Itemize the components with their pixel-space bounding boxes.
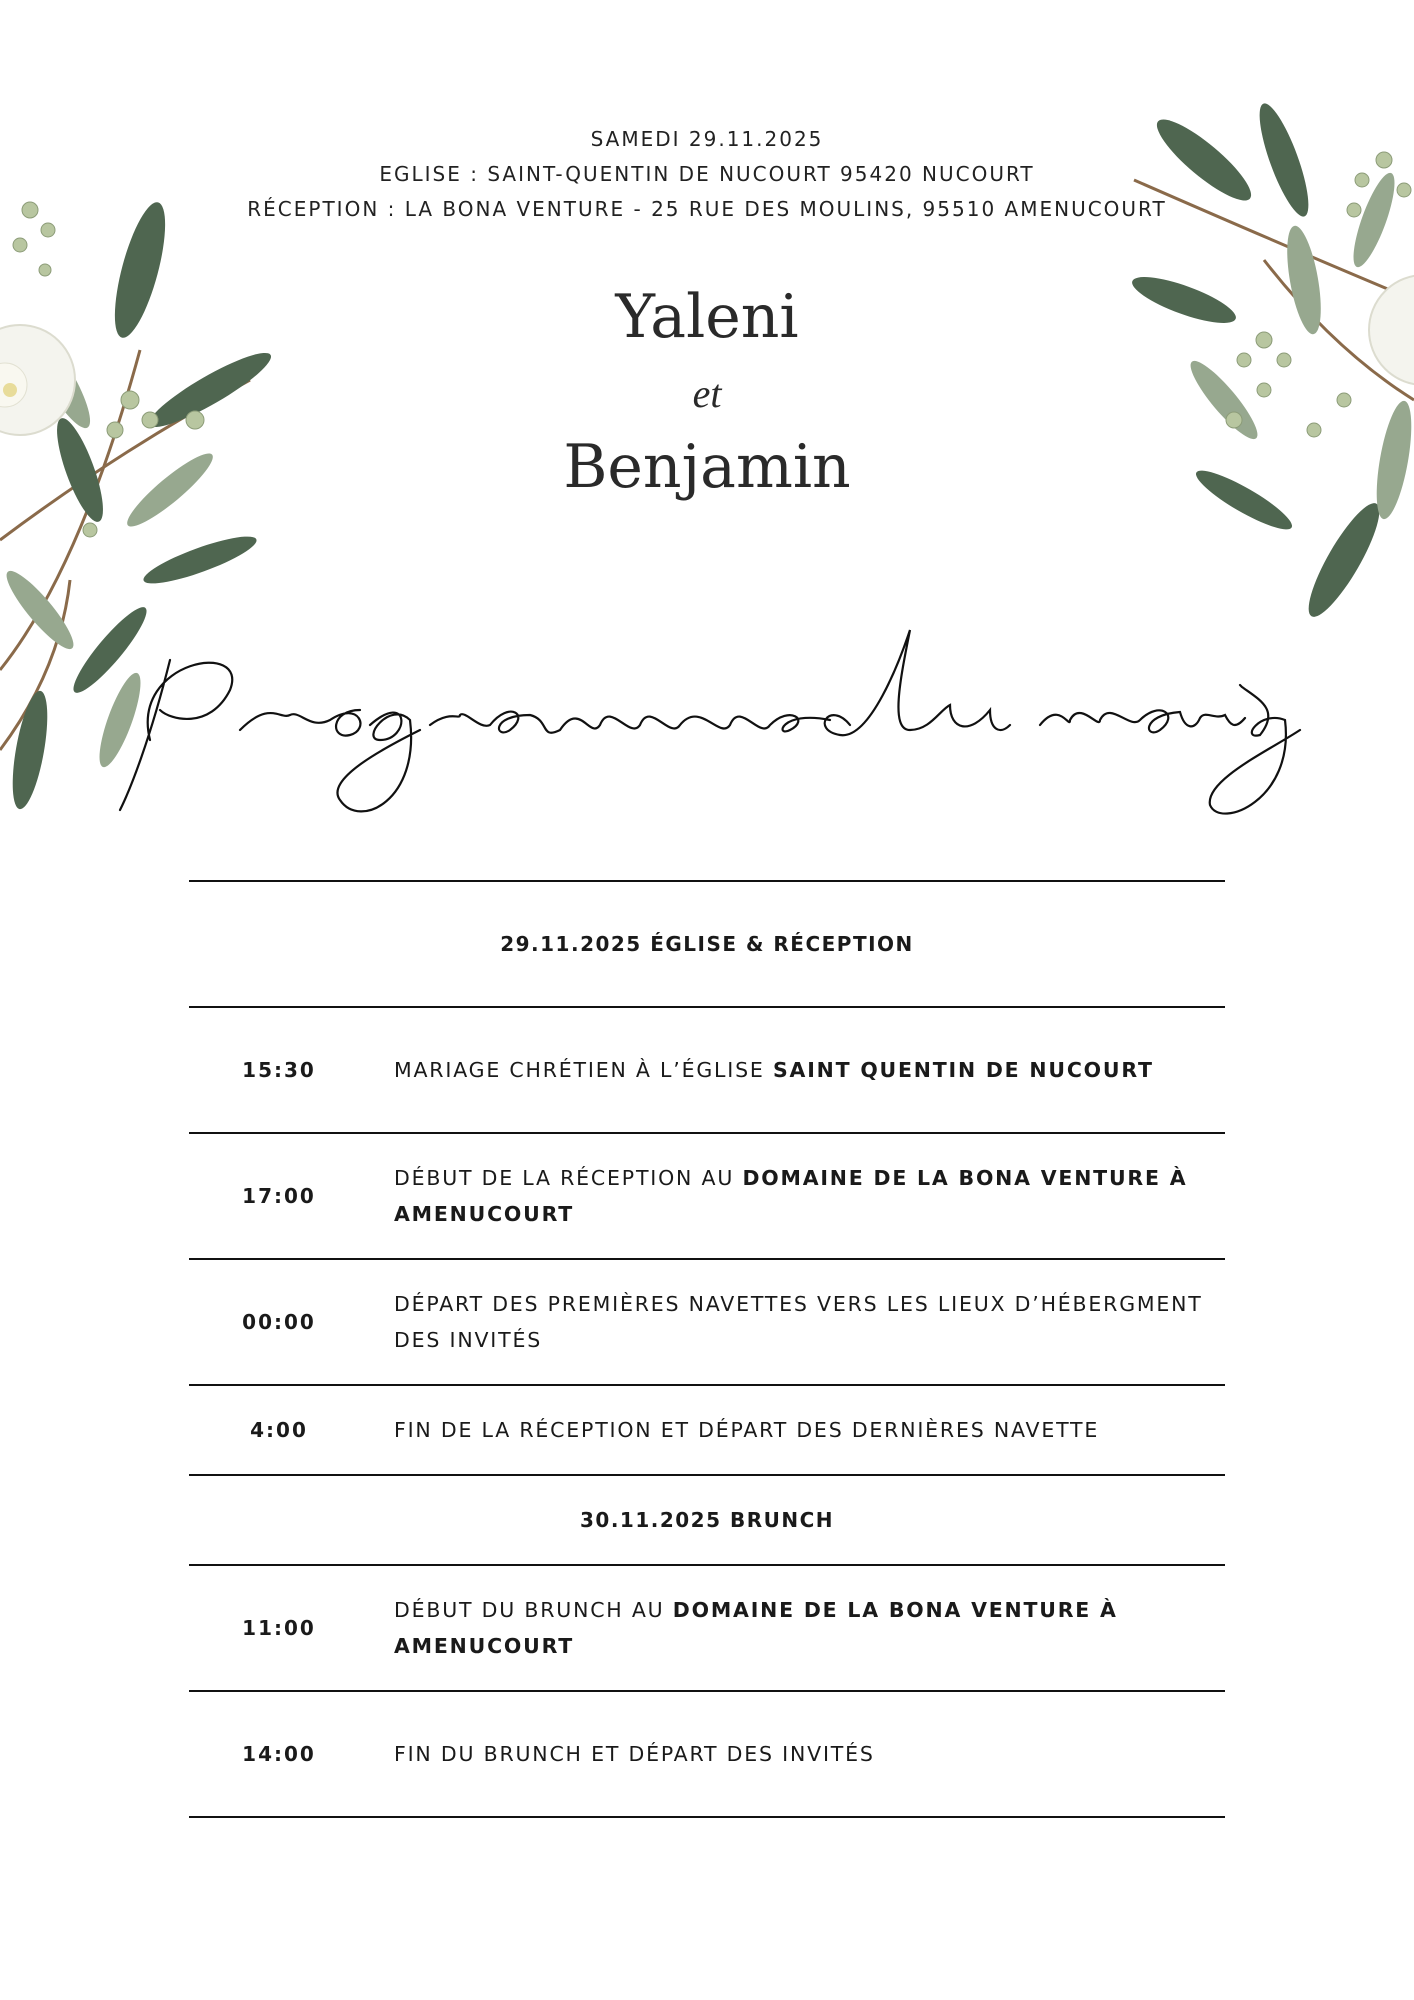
reception-line: RÉCEPTION : LA BONA VENTURE - 25 RUE DES MOULINS, 95510 AMENUCOURT [247,197,1167,221]
day2-header: 30.11.2025 BRUNCH [579,1508,835,1532]
row-time: 4:00 [250,1418,308,1442]
church-line: EGLISE : SAINT-QUENTIN DE NUCOURT 95420 NUCOURT [379,162,1035,186]
date-line: SAMEDI 29.11.2025 [590,127,824,151]
row-time: 00:00 [242,1310,316,1334]
row-time: 11:00 [242,1616,316,1640]
schedule-row [189,1008,1225,1132]
row-description: FIN DU BRUNCH ET DÉPART DES INVITÉS [394,1742,875,1766]
row-description: DÉBUT DE LA RÉCEPTION AU DOMAINE DE LA BONA VENTURE À AMENUCOURT [394,1166,1188,1226]
schedule-table [189,880,1225,1818]
schedule-row [189,1134,1225,1258]
schedule-row [189,1386,1225,1474]
name-connector: et [692,371,722,416]
schedule-row [189,1692,1225,1816]
divider [189,1816,1225,1818]
programme-title-script [110,600,1310,840]
row-time: 15:30 [242,1058,316,1082]
row-description: FIN DE LA RÉCEPTION ET DÉPART DES DERNIÈRES NAVETTE [394,1418,1100,1442]
row-time: 17:00 [242,1184,316,1208]
row-description: MARIAGE CHRÉTIEN À L’ÉGLISE SAINT QUENTIN DE NUCOURT [394,1058,1154,1082]
schedule-row [189,1260,1225,1384]
row-time: 14:00 [242,1742,316,1766]
day1-header: 29.11.2025 ÉGLISE & RÉCEPTION [500,932,914,956]
row-description: DÉPART DES PREMIÈRES NAVETTES VERS LES LIEUX D’HÉBERGMENT DES INVITÉS [394,1292,1203,1352]
bride-name: Yaleni [615,282,799,352]
row-description: DÉBUT DU BRUNCH AU DOMAINE DE LA BONA VENTURE À AMENUCOURT [394,1598,1118,1658]
event-info [0,122,1414,227]
schedule-row [189,1566,1225,1690]
groom-name: Benjamin [563,432,851,502]
